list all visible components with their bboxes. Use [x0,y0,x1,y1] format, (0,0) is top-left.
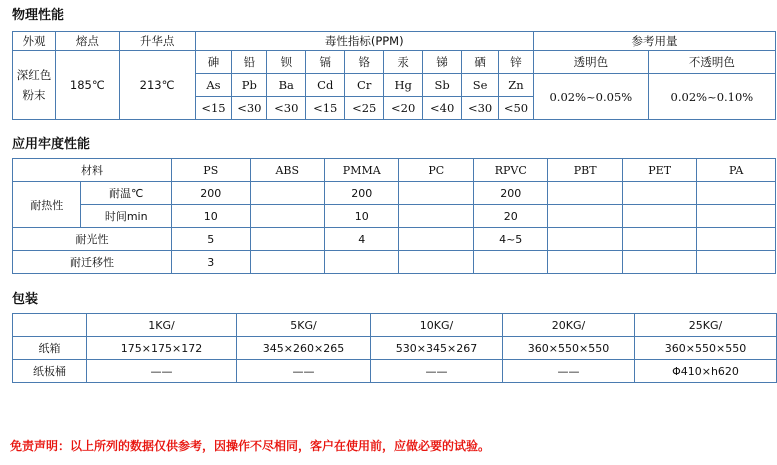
material-name: ABS [250,159,324,182]
element-limit: <40 [423,97,462,120]
melting-point-value: 185℃ [56,51,120,120]
temperature-value [399,182,473,205]
temperature-value [250,182,324,205]
migration-value [697,251,776,274]
carton-size: 360×550×550 [635,337,777,360]
element-cn: 汞 [384,51,423,74]
physical-section-title: 物理性能 [12,8,65,23]
element-symbol: Zn [499,74,534,97]
dosage-opaque-header: 不透明色 [648,51,775,74]
element-symbol: Cd [306,74,345,97]
element-limit: <15 [306,97,345,120]
light-fastness-value [697,228,776,251]
time-value: 10 [172,205,251,228]
temperature-value [548,182,622,205]
element-cn: 钡 [267,51,306,74]
time-label: 时间min [81,205,172,228]
light-fastness-label: 耐光性 [13,228,172,251]
element-cn: 镉 [306,51,345,74]
element-limit: <30 [462,97,499,120]
drum-size: Φ410×h620 [635,360,777,383]
element-symbol: Cr [345,74,384,97]
carton-size: 360×550×550 [503,337,635,360]
carton-size: 530×345×267 [371,337,503,360]
material-name: PMMA [325,159,399,182]
time-value [399,205,473,228]
element-cn: 锑 [423,51,462,74]
temperature-value [697,182,776,205]
packaging-corner [13,314,87,337]
time-value [548,205,622,228]
drum-size: —— [371,360,503,383]
light-fastness-value [250,228,324,251]
melting-point-header: 熔点 [56,32,120,51]
material-label: 材料 [13,159,172,182]
material-name: PBT [548,159,622,182]
temperature-value [622,182,696,205]
packaging-section-title: 包装 [12,292,39,307]
sublimation-point-header: 升华点 [119,32,195,51]
light-fastness-value [622,228,696,251]
element-limit: <20 [384,97,423,120]
package-weight: 25KG/ [635,314,777,337]
dosage-transparent-value: 0.02%~0.05% [533,74,648,120]
heat-resistance-label: 耐热性 [13,182,81,228]
toxicity-header: 毒性指标(PPM) [195,32,533,51]
light-fastness-value [548,228,622,251]
dosage-transparent-header: 透明色 [533,51,648,74]
physical-properties-table [12,31,776,120]
element-cn: 硒 [462,51,499,74]
light-fastness-value: 4~5 [473,228,547,251]
material-name: RPVC [473,159,547,182]
temperature-value: 200 [325,182,399,205]
light-fastness-value [399,228,473,251]
carton-size: 345×260×265 [237,337,371,360]
element-symbol: Hg [384,74,423,97]
material-name: PA [697,159,776,182]
element-cn: 砷 [195,51,232,74]
element-cn: 铅 [232,51,267,74]
disclaimer-text: 免责声明：以上所列的数据仅供参考，因操作不尽相同，客户在使用前，应做必要的试验。 [10,439,491,453]
element-symbol: Pb [232,74,267,97]
element-symbol: Ba [267,74,306,97]
migration-value [548,251,622,274]
migration-resistance-label: 耐迁移性 [13,251,172,274]
migration-value [325,251,399,274]
element-limit: <50 [499,97,534,120]
package-weight: 5KG/ [237,314,371,337]
appearance-header: 外观 [13,32,56,51]
element-limit: <25 [345,97,384,120]
carton-label: 纸箱 [13,337,87,360]
element-symbol: As [195,74,232,97]
material-name: PS [172,159,251,182]
migration-value [250,251,324,274]
element-limit: <15 [195,97,232,120]
time-value [697,205,776,228]
temperature-value: 200 [473,182,547,205]
light-fastness-value: 5 [172,228,251,251]
application-fastness-table [12,158,776,274]
application-section-title: 应用牢度性能 [12,137,91,152]
time-value [250,205,324,228]
package-weight: 20KG/ [503,314,635,337]
time-value: 10 [325,205,399,228]
temperature-value: 200 [172,182,251,205]
migration-value [622,251,696,274]
packaging-table [12,313,777,383]
time-value [622,205,696,228]
element-symbol: Se [462,74,499,97]
migration-value [473,251,547,274]
element-limit: <30 [267,97,306,120]
element-cn: 铬 [345,51,384,74]
drum-size: —— [503,360,635,383]
package-weight: 1KG/ [87,314,237,337]
light-fastness-value: 4 [325,228,399,251]
drum-size: —— [87,360,237,383]
temperature-label: 耐温℃ [81,182,172,205]
dosage-header: 参考用量 [533,32,775,51]
fiber-drum-label: 纸板桶 [13,360,87,383]
appearance-value: 深红色粉末 [13,51,56,120]
sublimation-point-value: 213℃ [119,51,195,120]
element-cn: 锌 [499,51,534,74]
material-name: PET [622,159,696,182]
element-symbol: Sb [423,74,462,97]
migration-value [399,251,473,274]
drum-size: —— [237,360,371,383]
dosage-opaque-value: 0.02%~0.10% [648,74,775,120]
carton-size: 175×175×172 [87,337,237,360]
time-value: 20 [473,205,547,228]
package-weight: 10KG/ [371,314,503,337]
element-limit: <30 [232,97,267,120]
migration-value: 3 [172,251,251,274]
material-name: PC [399,159,473,182]
